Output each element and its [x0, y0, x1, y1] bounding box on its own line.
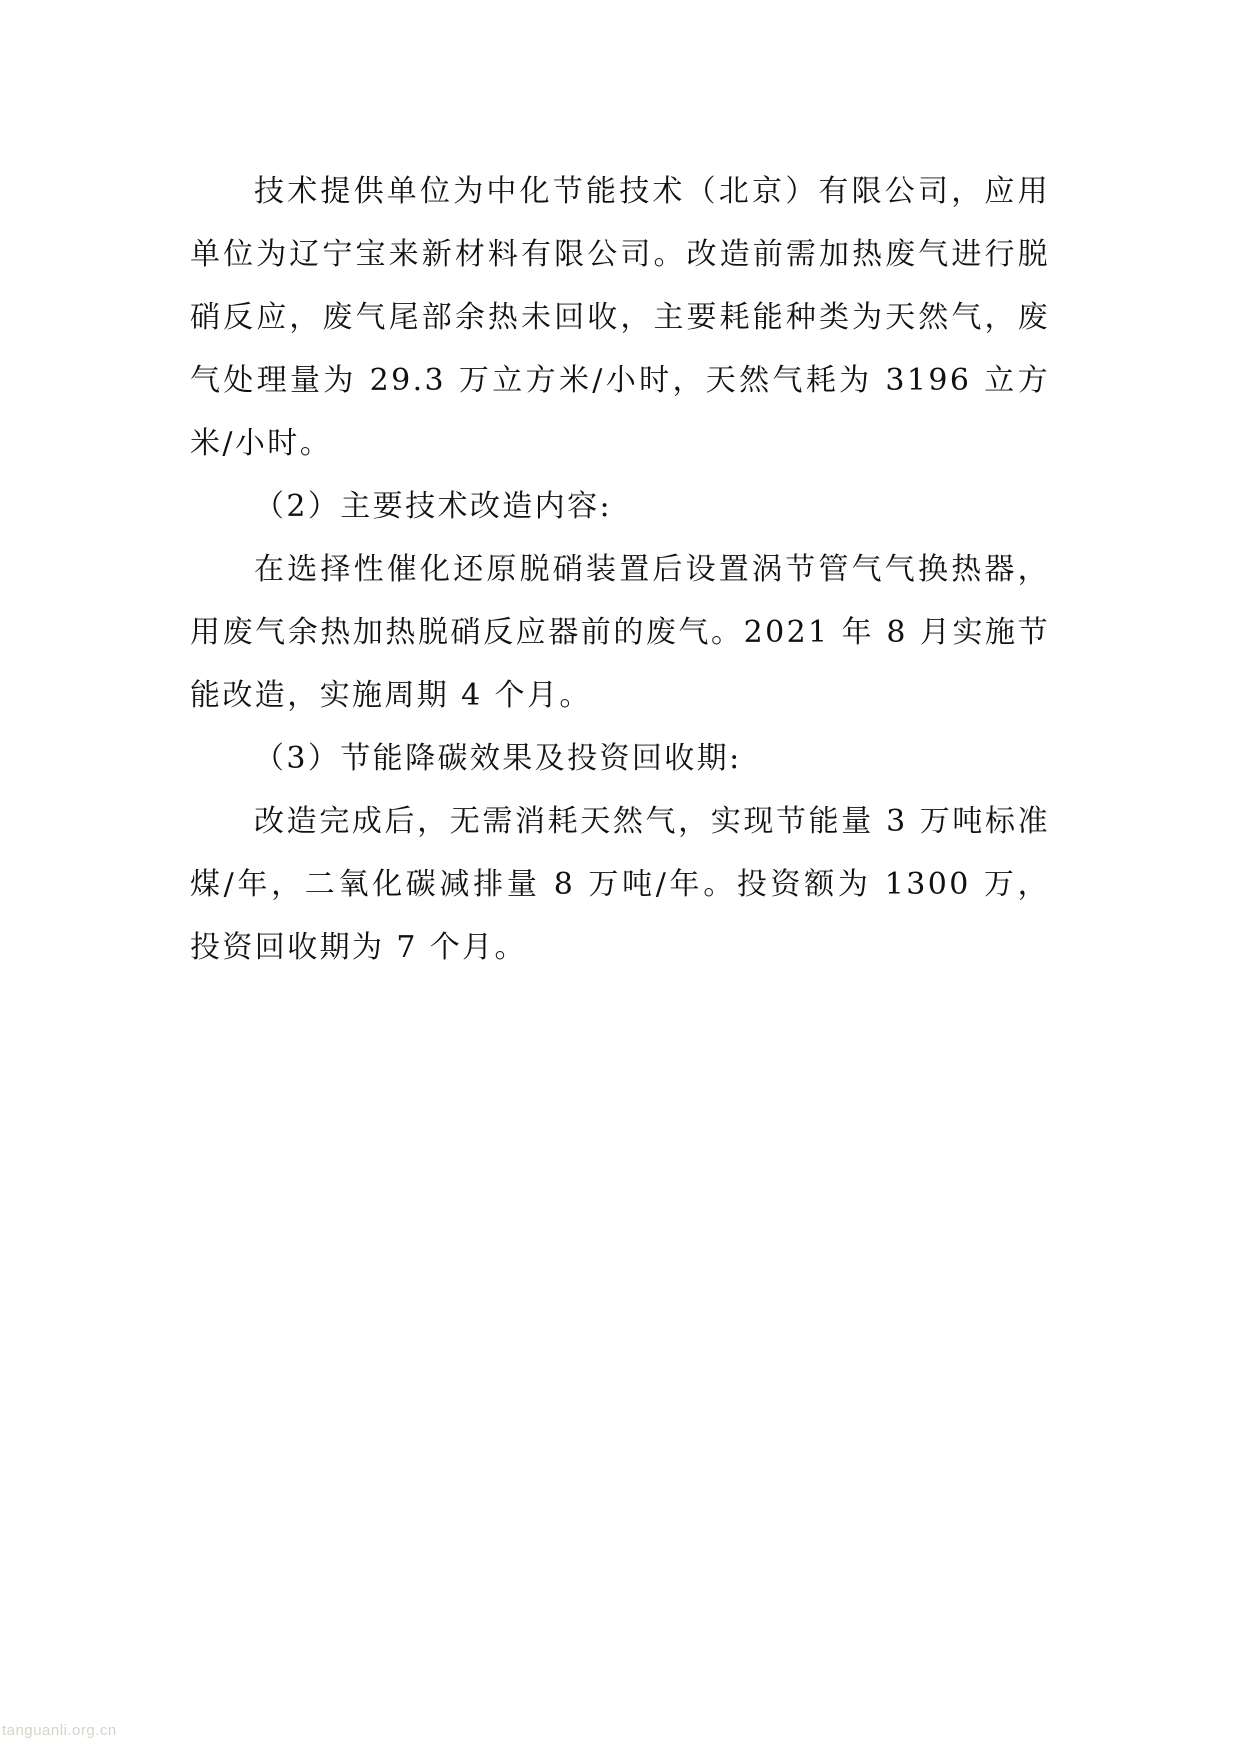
heading-main-renovation-content: （2）主要技术改造内容: — [254, 489, 612, 524]
paragraph-energy-saving-effect: 改造完成后，无需消耗天然气，实现节能量 3 万吨标准煤/年，二氧化碳减排量 8 万吨/年。投资额为 1300 万，投资回收期为 7 个月。 — [190, 804, 1050, 965]
heading-energy-saving-effect: （3）节能降碳效果及投资回收期: — [254, 741, 742, 776]
watermark-text: tanguanli.org.cn — [2, 1722, 117, 1739]
paragraph-renovation-content: 在选择性催化还原脱硝装置后设置涡节管气气换热器，用废气余热加热脱硝反应器前的废气。2021 年 8 月实施节能改造，实施周期 4 个月。 — [190, 552, 1050, 713]
document-body — [190, 160, 1050, 979]
paragraph-project-background: 技术提供单位为中化节能技术（北京）有限公司，应用单位为辽宁宝来新材料有限公司。改造前需加热废气进行脱硝反应，废气尾部余热未回收，主要耗能种类为天然气，废气处理量为 29.3 万立方米/小时，天然气耗为 3196 立方米/小时。 — [190, 174, 1050, 461]
